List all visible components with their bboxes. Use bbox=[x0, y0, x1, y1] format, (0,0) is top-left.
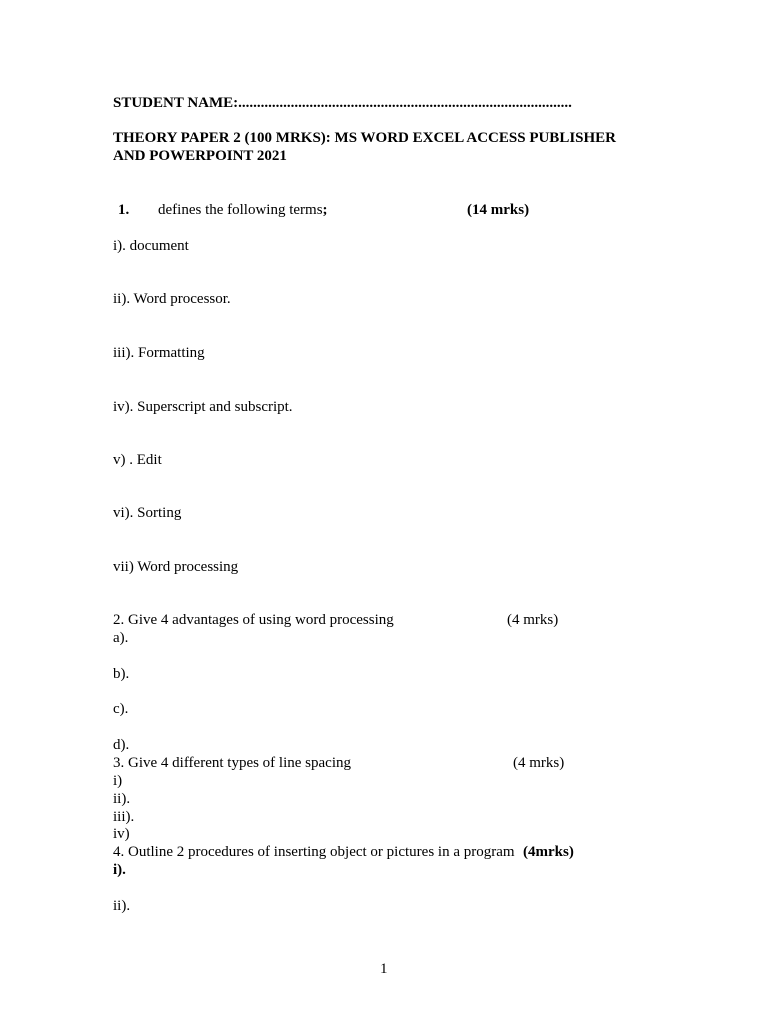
q2-item-c: c). bbox=[113, 701, 129, 717]
q1-text-body: defines the following terms bbox=[158, 202, 323, 218]
q2-item-b: b). bbox=[113, 666, 130, 682]
q1-item-iv: iv). Superscript and subscript. bbox=[113, 399, 293, 415]
q1-semicolon: ; bbox=[322, 202, 328, 218]
q2-text: 2. Give 4 advantages of using word processing bbox=[113, 612, 394, 628]
student-name-line: STUDENT NAME:......................................................................................... bbox=[113, 95, 572, 111]
q3-text: 3. Give 4 different types of line spacing bbox=[113, 755, 351, 771]
q1-item-v: v) . Edit bbox=[113, 452, 162, 468]
paper-title-line-1: THEORY PAPER 2 (100 MRKS): MS WORD EXCEL ACCESS PUBLISHER bbox=[113, 130, 617, 146]
q1-item-ii: ii). Word processor. bbox=[113, 291, 231, 307]
q1-item-i: i). document bbox=[113, 238, 189, 254]
paper-title-line-2: AND POWERPOINT 2021 bbox=[113, 148, 287, 164]
q2-item-d: d). bbox=[113, 737, 130, 753]
q4-item-i: i). bbox=[113, 862, 126, 878]
q3-item-ii: ii). bbox=[113, 791, 131, 807]
q1-item-iii: iii). Formatting bbox=[113, 345, 205, 361]
q1-item-vi: vi). Sorting bbox=[113, 505, 182, 521]
q1-number: 1. bbox=[118, 202, 130, 218]
q3-item-iii: iii). bbox=[113, 809, 135, 825]
q4-text: 4. Outline 2 procedures of inserting object or pictures in a program bbox=[113, 844, 515, 860]
q3-marks: (4 mrks) bbox=[513, 755, 565, 771]
q2-item-a: a). bbox=[113, 630, 129, 646]
q1-item-vii: vii) Word processing bbox=[113, 559, 239, 575]
q4-item-ii: ii). bbox=[113, 898, 131, 914]
page-number: 1 bbox=[380, 961, 388, 977]
q2-marks: (4 mrks) bbox=[507, 612, 559, 628]
q3-item-iv: iv) bbox=[113, 826, 130, 842]
q1-text bbox=[158, 201, 328, 219]
q4-marks: (4mrks) bbox=[523, 844, 574, 860]
q3-item-i: i) bbox=[113, 773, 123, 789]
q1-marks: (14 mrks) bbox=[467, 202, 530, 218]
